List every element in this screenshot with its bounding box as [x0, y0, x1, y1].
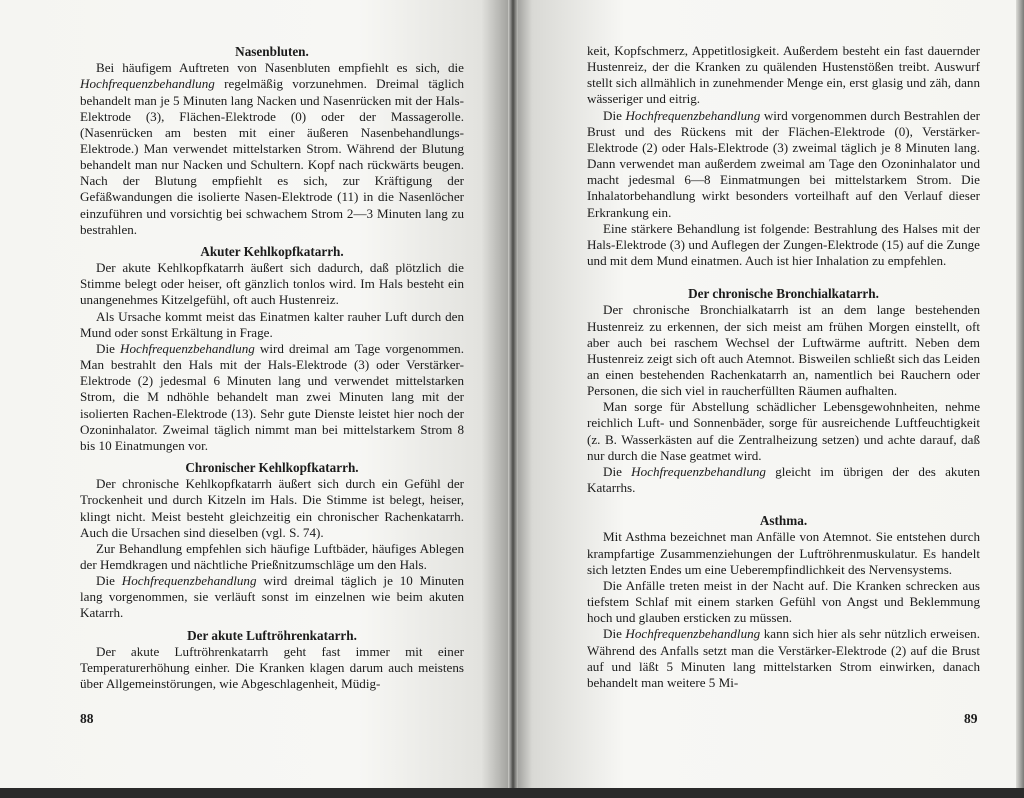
section-gap	[587, 496, 980, 513]
book-gutter	[508, 0, 518, 798]
paragraph	[587, 578, 980, 626]
paragraph-text: Der akute Kehlkopfkatarrh äußert sich dadurch, daß plötzlich die Stimme belegt oder heiser, oft gänzlich tonlos wird. Im Hals besteht ein unangenehmes Kitzelgefühl, oft auch Hustenreiz.	[80, 260, 464, 308]
right-page-text	[587, 43, 980, 691]
paragraph-text: Die	[603, 463, 632, 479]
paragraph-text: Der chronische Kehlkopfkatarrh äußert sich durch ein Gefühl der Trockenheit und durch Kitzeln im Hals. Die Stimme ist belegt, heiser, klingt nicht. Meist besteht gleichzeitig ein chronischer Rachenkatarrh. Auch die Ursachen sind dieselben (vgl. S. 74).	[80, 476, 464, 540]
section-heading: Nasenbluten.	[235, 44, 309, 59]
paragraph	[80, 573, 464, 621]
paragraph-text: Man sorge für Abstellung schädlicher Lebensgewohnheiten, nehme reichlich Luft- und Sonnenbäder, sorge für ausreichende Luftfeuchtigkeit (z. B. Wasserkästen auf die Zentralheizung setzen) und achte darauf, daß nur durch die Nase geatmet wird.	[587, 399, 980, 463]
left-page-text	[80, 44, 464, 692]
emphasized-term: Hochfrequenzbehandlung	[80, 76, 215, 92]
paragraph-text: wird dreimal am Tage vorgenommen. Man bestrahlt den Hals mit der Hals-Elektrode (3) oder Verstärker-Elektrode (2) jedesmal 6 Minuten lang und verwendet mittelstarken Strom, die M ndhöhle behandelt man zwei Minuten lang mit der isolierten Rachen-Elektrode (13). Sehr gute Dienste leistet hier noch der Ozoninhalator. Zweimal täglich nimmt man bei mittelstarkem Strom 8 bis 10 Einatmungen vor.	[80, 340, 464, 453]
paragraph	[587, 108, 980, 221]
paragraph	[587, 221, 980, 269]
paragraph-text: wird dreimal täglich je 10 Minuten lang vorgenommen, sie verläuft sonst im einzelnen wie beim akuten Katarrh.	[80, 573, 464, 621]
emphasized-term: Hochfrequenzbehandlung	[631, 463, 766, 479]
section-heading: Der chronische Bronchialkatarrh.	[688, 286, 879, 302]
paragraph	[587, 302, 980, 399]
paragraph	[80, 341, 464, 454]
left-page	[0, 0, 512, 790]
section-gap	[587, 269, 980, 286]
paragraph-text: wird vorgenommen durch Bestrahlen der Brust und des Rückens mit der Flächen-Elektrode (0), Verstärker-Elektrode (2) oder Hals-Elektrode (3) zweimal täglich je 8 Minuten lang. Dann verwendet man außerdem zweimal am Tage den Ozoninhalator und macht jedesmal 6—8 Einmatmungen bei mittelstarkem Strom. Die Inhalatorbehandlung wirkt besonders vorteilhaft auf den Verlauf dieser Erkrankung ein.	[587, 107, 980, 220]
paragraph	[587, 43, 980, 108]
paragraph-text: keit, Kopfschmerz, Appetitlosigkeit. Außerdem besteht ein fast dauernder Hustenreiz, der die Kranken zu quälenden Hustenstößen treibt. Auswurf stellt sich allmählich in zunehmender Menge ein, erst glasig und zäh, dann wässeriger und eitrig.	[587, 43, 980, 107]
paragraph	[80, 260, 464, 308]
paragraph-text: regelmäßig vorzunehmen. Dreimal täglich behandelt man je 5 Minuten lang Nacken und Nasenrücken mit der Hals-Elektrode (3), Flächen-Elektrode (0) oder der Massagerolle. (Nasenrücken am besten mit einer äußeren Nasenbehandlungs-Elektrode.) Man verwendet mittelstarken Strom. Während der Blutung behandelt man nur Nacken und Schultern. Kopf nach rückwärts beugen. Nach der Blutung empfiehlt es sich, zur Kräftigung der Gefäßwandungen die isolierte Nasen-Elektrode (11) in die Nasenlöcher einzuführen und vorsichtig bei schwachem Strom 2—3 Minuten lang zu bestrahlen.	[80, 76, 464, 237]
paragraph	[80, 309, 464, 341]
paragraph-text: Zur Behandlung empfehlen sich häufige Luftbäder, häufiges Ablegen der Hemdkragen und nächtliche Prießnitzumschläge um den Hals.	[80, 540, 464, 572]
paragraph	[587, 529, 980, 577]
paragraph-text: Der chronische Bronchialkatarrh ist an dem lange bestehenden Hustenreiz zu erkennen, der sich meist am frühen Morgen einstellt, oft aber auch bei raschem Wechsel der Luftwärme auftritt. Neben dem Hustenreiz zeigt sich oft auch Atemnot. Bisweilen schließt sich das Leiden an einen bestehenden Rachenkatarrh an, namentlich bei Rauchern oder Personen, die sich viel in raucherfüllten Räumen aufhalten.	[587, 302, 980, 399]
paragraph	[587, 626, 980, 691]
section-heading: Chronischer Kehlkopfkatarrh.	[185, 460, 359, 475]
emphasized-term: Hochfrequenzbehandlung	[120, 340, 255, 356]
paragraph-text: Die Anfälle treten meist in der Nacht auf. Die Kranken schrecken aus tiefstem Schlaf mit einem starken Gefühl von Angst und Beklemmung hoch und glauben ersticken zu müssen.	[587, 577, 980, 626]
paragraph-text: Die	[96, 573, 122, 589]
paragraph-text: Der akute Luftröhrenkatarrh geht fast immer mit einer Temperaturerhöhung einher. Die Kranken klagen darum auch meistens über Allgemeinstörungen, wie Abgeschlagenheit, Müdig-	[80, 643, 464, 692]
scan-background	[0, 788, 1024, 798]
emphasized-term: Hochfrequenzbehandlung	[625, 107, 761, 123]
paragraph-text: gleicht im übrigen der des akuten Katarrhs.	[587, 463, 981, 496]
section-heading: Asthma.	[759, 513, 808, 529]
left-page-number: 88	[80, 711, 94, 726]
paragraph	[80, 60, 464, 238]
right-page-number: 89	[964, 711, 978, 726]
paragraph-text: Die	[603, 107, 626, 123]
paragraph	[587, 399, 980, 464]
paragraph-text: kann sich hier als sehr nützlich erweisen. Während des Anfalls setzt man die Verstärker-Elektrode (2) auf die Brust auf und läßt 5 Minuten lang mittelstarken Strom einwirken, danach behandelt man weitere 5 Mi-	[587, 626, 980, 690]
paragraph	[587, 464, 980, 496]
paragraph	[80, 541, 464, 573]
paragraph-text: Bei häufigem Auftreten von Nasenbluten empfiehlt es sich, die	[96, 60, 464, 76]
right-page	[512, 0, 1024, 790]
paragraph-text: Die	[96, 340, 121, 356]
emphasized-term: Hochfrequenzbehandlung	[121, 573, 257, 589]
paragraph-text: Eine stärkere Behandlung ist folgende: Bestrahlung des Halses mit der Hals-Elektrode (3) und Auflegen der Zungen-Elektrode (15) auf die Zunge und mit dem Mund einatmen. Auch ist hier Inhalation zu empfehlen.	[587, 220, 980, 269]
paragraph	[80, 476, 464, 541]
emphasized-term: Hochfrequenzbehandlung	[625, 626, 761, 642]
paragraph-text: Mit Asthma bezeichnet man Anfälle von Atemnot. Sie entstehen durch krampfartige Zusammenziehungen der Luftröhrenmuskulatur. Es handelt sich letzten Endes um eine Ueberempfindlichkeit des Nervensystems.	[587, 529, 980, 577]
section-heading: Akuter Kehlkopfkatarrh.	[200, 243, 344, 259]
paragraph-text: Die	[603, 626, 626, 642]
book-edge	[1016, 0, 1024, 798]
paragraph-text: Als Ursache kommt meist das Einatmen kalter rauher Luft durch den Mund oder sonst Erkältung in Frage.	[80, 308, 464, 340]
section-heading: Der akute Luftröhrenkatarrh.	[187, 627, 357, 643]
paragraph	[80, 644, 464, 692]
